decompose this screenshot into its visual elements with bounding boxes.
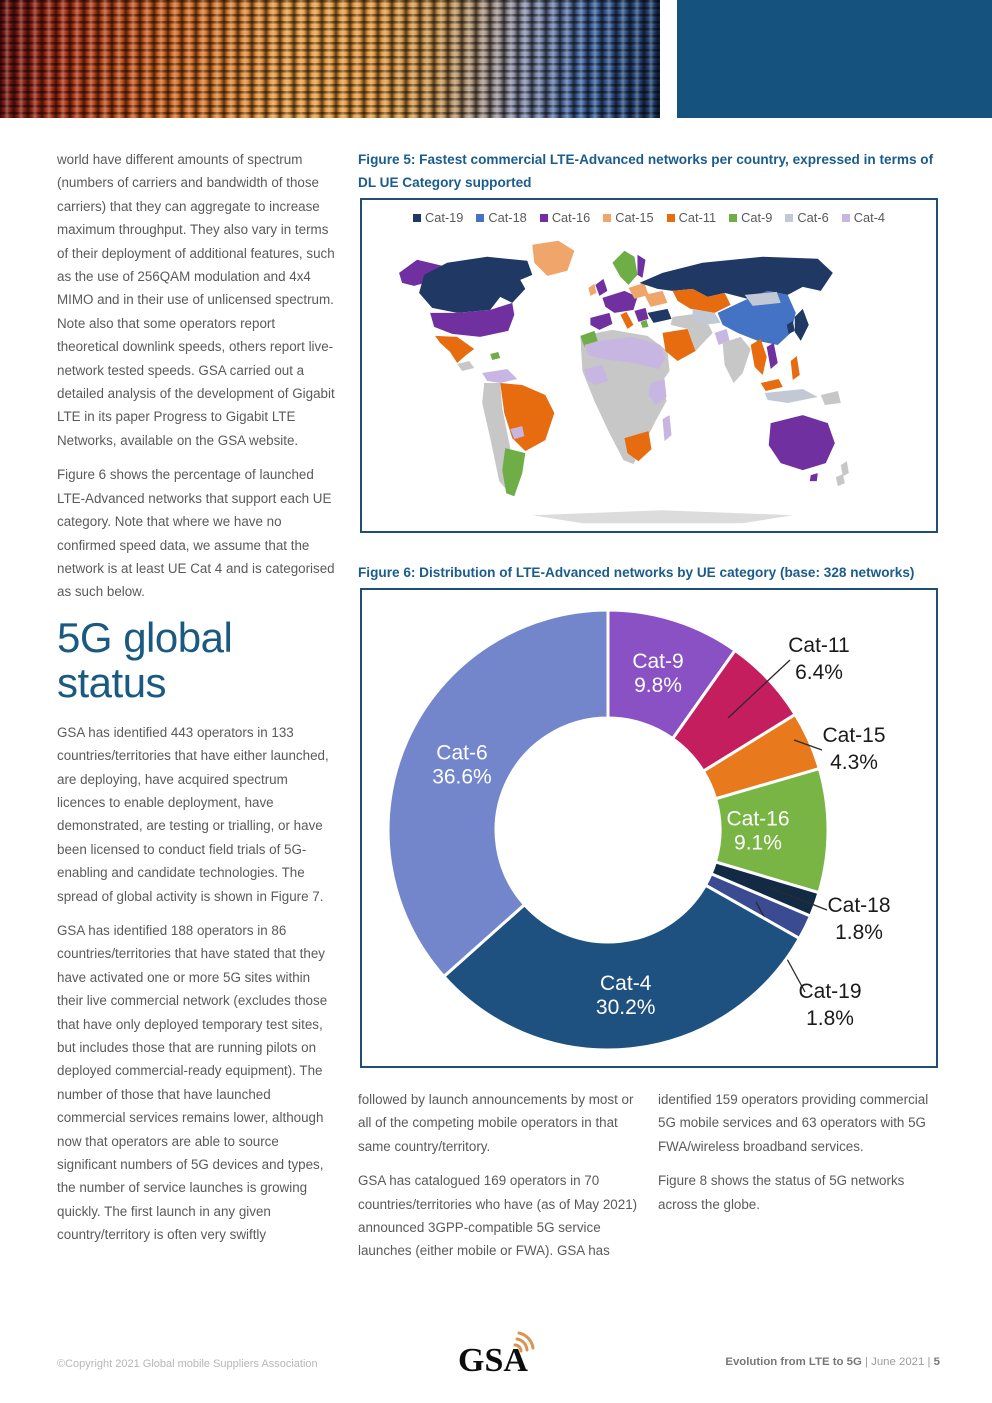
- donut-chart-svg: [362, 590, 936, 1066]
- footer-report-title: Evolution from LTE to 5G: [725, 1356, 862, 1368]
- paragraph: followed by launch announcements by most or all of the competing mobile operators in that same country/territory.: [358, 1092, 634, 1154]
- donut-label: Cat-4: [600, 972, 652, 996]
- legend-item: [785, 210, 828, 225]
- donut-label: 30.2%: [595, 996, 656, 1020]
- legend-label: Cat-16: [551, 210, 591, 225]
- donut-label: 36.6%: [432, 765, 492, 789]
- legend-label: Cat-6: [797, 210, 829, 225]
- map-country-cat16: [767, 343, 778, 369]
- paragraph: Figure 8 shows the status of 5G networks across the globe.: [658, 1173, 905, 1212]
- map-country-cat9: [640, 320, 648, 328]
- donut-label: Cat-18: [827, 894, 891, 917]
- map-country-cat9: [490, 352, 500, 360]
- paragraph: GSA has identified 188 operators in 86 countries/territories that have stated that they have activated one or more 5G sites within their live commercial network (excludes those that have only deployed temporary test sites, but includes those that are running pilots on deployed commercial-ready equipment). The number of those that have launched commercial services remains lower, although now that operators are able to source significant numbers of 5G devices and types, the number of service launches is growing quickly. The first launch in any given country/territory is often very swiftly: [57, 922, 328, 1243]
- donut-label: 9.1%: [734, 831, 782, 855]
- map-country-cat9: [502, 448, 525, 496]
- map-country-cat15: [588, 284, 596, 296]
- map-country-cat16: [810, 473, 818, 481]
- legend-label: Cat-19: [424, 210, 464, 225]
- donut-label: 4.3%: [830, 751, 878, 774]
- map-country-nodata: [723, 337, 751, 383]
- legend-label: Cat-11: [678, 210, 717, 225]
- legend-item: [476, 210, 526, 225]
- map-country-nodata: [836, 474, 845, 486]
- figure6-caption: Figure 6: Distribution of LTE-Advanced networks by UE category (base: 328 networks): [358, 565, 915, 580]
- paragraph: world have different amounts of spectrum (numbers of carriers and bandwidth of those carriers) that they can aggregate to increase maximum throughput. They also vary in terms of their deployment of additional features, such as the use of 256QAM modulation and 4x4 MIMO and in their use of unlicensed spectrum. Note also that some operators report theoretical downlink speeds, others report live-network tested speeds. GSA carried out a detailed analysis of the development of Gigabit LTE in its paper Progress to Gigabit LTE Networks, available on the GSA website.: [57, 152, 335, 448]
- figure6-box: [360, 588, 938, 1068]
- legend-label: Cat-9: [741, 210, 773, 225]
- donut-label: 9.8%: [634, 673, 682, 697]
- map-country-cat11: [620, 312, 633, 329]
- map-country-cat4: [663, 415, 672, 441]
- legend-label: Cat-4: [853, 210, 886, 225]
- map-country-nodata: [841, 461, 849, 476]
- gsa-logo: [456, 1330, 536, 1385]
- footer-page-info: [725, 1356, 940, 1368]
- figure5-caption: Figure 5: Fastest commercial LTE-Advanced networks per country, expressed in terms of DL UE Category supported: [358, 152, 934, 190]
- paragraph: Figure 6 shows the percentage of launched LTE-Advanced networks that support each UE category. Note that where we have no confirmed speed data, we assume that the network is at least UE Cat 4 and is categorised as such below.: [57, 467, 335, 600]
- map-country-cat16: [769, 415, 835, 470]
- legend-item: [729, 210, 772, 225]
- map-country-cat16: [595, 279, 607, 296]
- map-country-cat11: [751, 339, 767, 375]
- donut-chart: [362, 590, 936, 1066]
- footer-page-number: 5: [933, 1356, 940, 1368]
- world-map-svg: [362, 232, 936, 526]
- figure5-box: [360, 198, 938, 533]
- legend-label: Cat-15: [615, 210, 654, 225]
- gsa-logo-text: GSA: [458, 1342, 528, 1379]
- left-text-column: [57, 148, 337, 1258]
- map-country-cat9: [612, 251, 637, 285]
- header-blue-block: [677, 0, 992, 118]
- legend-swatch: [842, 214, 850, 222]
- map-country-cat16: [634, 308, 648, 322]
- map-country-cat4: [482, 369, 517, 383]
- footer-copyright: ©Copyright 2021 Global mobile Suppliers Association: [57, 1358, 318, 1370]
- map-country-cat16: [637, 255, 645, 278]
- paragraph: GSA has catalogued 169 operators in 70 countries/territories who have (as of May 2021) announced 3GPP-compatible 5G service launches (either mobile or FWA). GSA has: [358, 1173, 638, 1259]
- header-led-photo: [0, 0, 660, 118]
- footer-separator: |: [924, 1356, 934, 1368]
- legend-swatch: [667, 214, 675, 222]
- map-country-cat19: [795, 309, 809, 341]
- legend-swatch: [603, 214, 611, 222]
- legend-item: [540, 210, 590, 225]
- legend-swatch: [785, 214, 793, 222]
- map-country-nodata: [457, 361, 474, 371]
- map-country-cat19: [639, 257, 832, 299]
- legend-item: [667, 210, 716, 225]
- donut-label: Cat-6: [436, 741, 488, 765]
- donut-label: 1.8%: [806, 1007, 854, 1030]
- donut-label: Cat-9: [632, 649, 684, 673]
- donut-label: 6.4%: [795, 661, 843, 684]
- footer-separator: |: [861, 1356, 872, 1368]
- paragraph: GSA has identified 443 operators in 133 countries/territories that have either launched, are deploying, have acquired spectrum licences to enable deployment, have demonstrated, are testing or trialling, or have been licensed to conduct field trials of 5G-enabling and candidate technologies. The spread of global activity is shown in Figure 7.: [57, 724, 329, 904]
- legend-label: Cat-18: [488, 210, 527, 225]
- bottom-right-column: [658, 1088, 938, 1227]
- map-legend: [362, 210, 936, 225]
- legend-swatch: [476, 214, 484, 222]
- map-country-cat11: [791, 356, 800, 380]
- donut-slice-cat-6: [388, 610, 608, 977]
- legend-swatch: [413, 214, 421, 222]
- donut-label: Cat-11: [788, 634, 850, 657]
- map-country-cat11: [761, 379, 783, 391]
- map-country-cat19: [647, 309, 671, 323]
- legend-swatch: [540, 214, 548, 222]
- legend-item: [413, 210, 463, 225]
- legend-item: [842, 210, 885, 225]
- antarctica-shape: [532, 510, 792, 523]
- donut-label: Cat-15: [822, 724, 886, 747]
- map-country-cat6: [765, 389, 818, 403]
- paragraph: identified 159 operators providing commercial 5G mobile services and 63 operators with 5G FWA/wireless broadband services.: [658, 1092, 929, 1154]
- map-country-nodata: [821, 391, 841, 405]
- map-country-cat15: [532, 241, 574, 276]
- legend-swatch: [729, 214, 737, 222]
- map-country-cat16: [590, 313, 612, 330]
- legend-item: [603, 210, 653, 225]
- donut-label: Cat-16: [726, 807, 790, 831]
- section-heading-5g-global-status: 5G global status: [57, 613, 233, 706]
- donut-label: 1.8%: [835, 921, 883, 944]
- map-country-cat11: [435, 336, 474, 363]
- footer-date: June 2021: [871, 1356, 925, 1368]
- world-map: [362, 232, 936, 526]
- gsa-logo-svg: [456, 1330, 536, 1380]
- donut-label: Cat-19: [798, 980, 862, 1003]
- bottom-middle-column: [358, 1088, 638, 1274]
